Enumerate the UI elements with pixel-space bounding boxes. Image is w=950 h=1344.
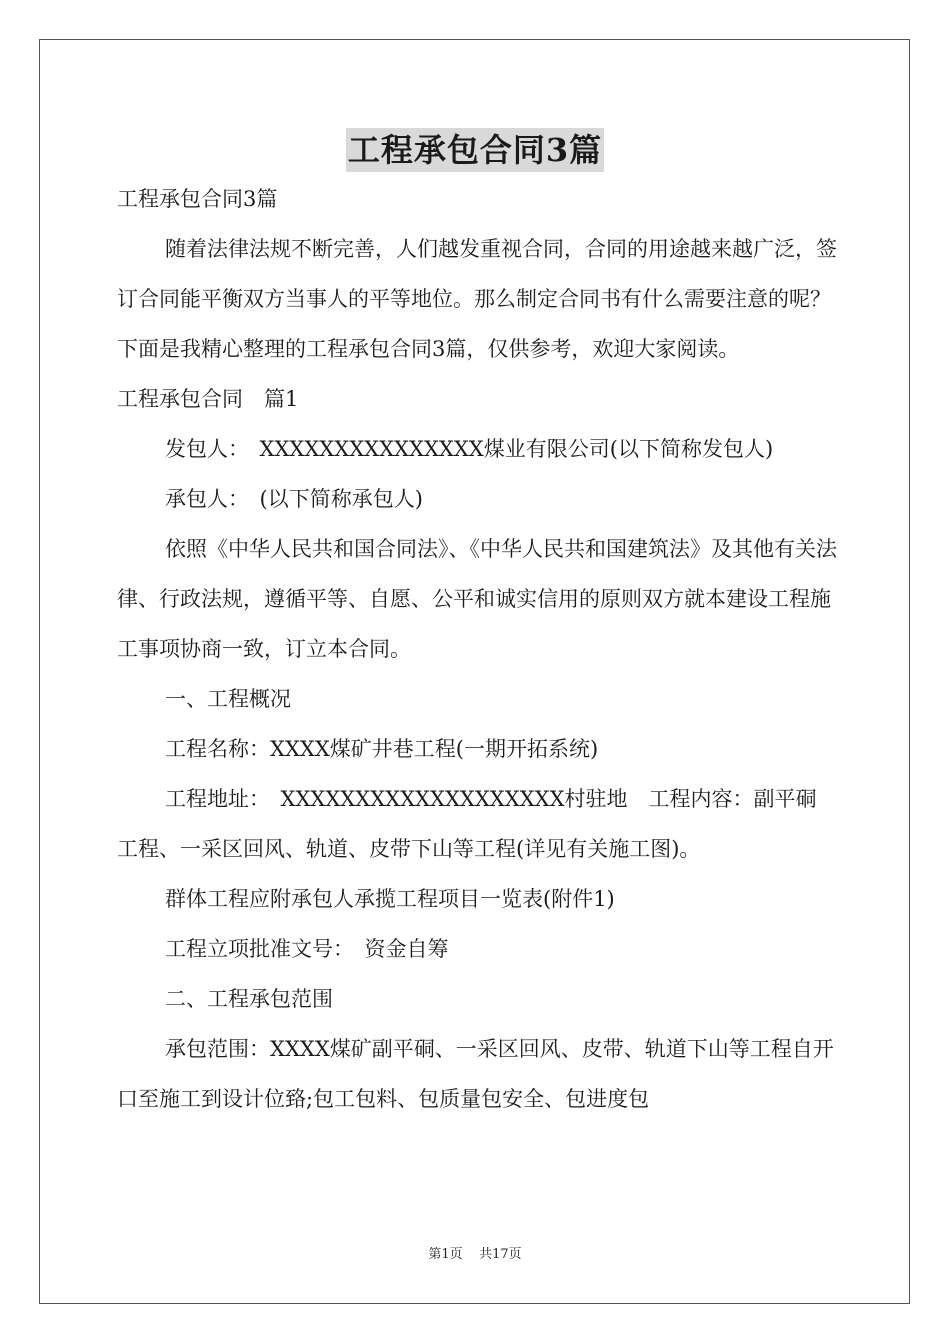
party-b-line: 承包人： (以下简称承包人) — [165, 487, 423, 511]
clause-2-heading: 二、工程承包范围 — [165, 987, 333, 1011]
page-footer — [0, 1246, 950, 1264]
page-total: 共17页 — [479, 1247, 522, 1262]
approval-number-line: 工程立项批准文号： 资金自筹 — [165, 937, 449, 961]
section-heading: 工程承包合同 篇1 — [117, 387, 299, 411]
party-a-line: 发包人： XXXXXXXXXXXXXXX煤业有限公司(以下简称发包人) — [165, 437, 774, 461]
document-title: 工程承包合同3篇 — [346, 128, 604, 172]
attachment-note-line: 群体工程应附承包人承揽工程项目一览表(附件1) — [165, 887, 615, 911]
basis-paragraph: 依照《中华人民共和国合同法》、《中华人民共和国建筑法》及其他有关法律、行政法规，遵循平等、自愿、公平和诚实信用的原则双方就本建设工程施工事项协商一致，订立本合同。 — [117, 537, 837, 661]
document-subtitle: 工程承包合同3篇 — [117, 187, 278, 211]
project-name-line: 工程名称：XXXX煤矿井巷工程(一期开拓系统) — [165, 737, 599, 761]
page-current: 第1页 — [428, 1247, 463, 1262]
document-body — [117, 174, 837, 1124]
clause-1-heading: 一、工程概况 — [165, 687, 291, 711]
project-address-paragraph: 工程地址： XXXXXXXXXXXXXXXXXXX村驻地 工程内容：副平硐工程、一采区回风、轨道、皮带下山等工程(详见有关施工图)。 — [117, 787, 817, 861]
intro-paragraph: 随着法律法规不断完善，人们越发重视合同，合同的用途越来越广泛，签订合同能平衡双方当事人的平等地位。那么制定合同书有什么需要注意的呢？下面是我精心整理的工程承包合同3篇，仅供参考，欢迎大家阅读。 — [117, 237, 837, 361]
title-container — [0, 128, 950, 172]
scope-paragraph: 承包范围：XXXX煤矿副平硐、一采区回风、皮带、轨道下山等工程自开口至施工到设计位臵;包工包料、包质量包安全、包进度包 — [117, 1037, 834, 1111]
